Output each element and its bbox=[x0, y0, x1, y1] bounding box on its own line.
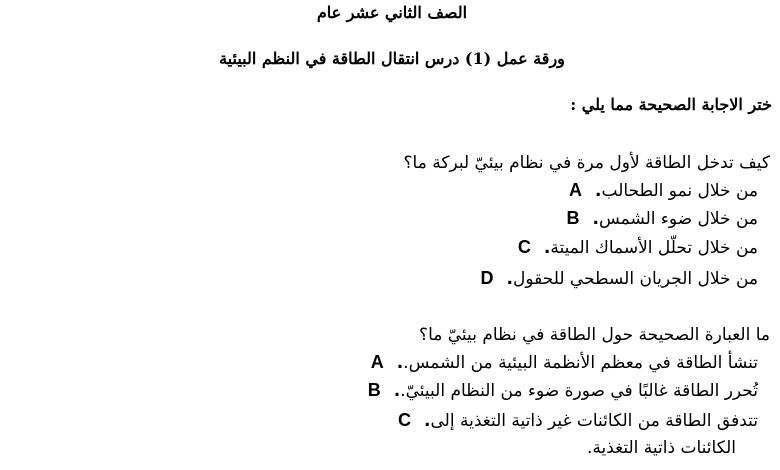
option-dot: . bbox=[543, 238, 551, 258]
option-letter: A bbox=[569, 180, 583, 200]
option-letter: B bbox=[367, 380, 381, 400]
option-text: تنشأ الطاقة في معظم الأنظمة البيئية من الشمس. bbox=[403, 353, 758, 373]
question-2-option-c-continuation: الكائنات ذاتية التغذية. bbox=[587, 438, 736, 458]
option-text: من خلال الجريان السطحي للحقول bbox=[513, 269, 758, 289]
option-dot: . bbox=[393, 381, 401, 401]
option-text: من خلال تحلّل الأسماك الميتة bbox=[550, 238, 758, 258]
option-letter: A bbox=[370, 352, 384, 372]
option-text: تتدفق الطاقة من الكائنات غير ذاتية التغذية إلى bbox=[430, 411, 758, 431]
question-1-option-c[interactable] bbox=[518, 235, 758, 260]
option-text: من خلال ضوء الشمس bbox=[598, 209, 758, 229]
option-dot: . bbox=[592, 209, 599, 229]
option-letter: C bbox=[517, 237, 531, 257]
question-1-option-d[interactable] bbox=[481, 266, 758, 291]
question-1-option-b[interactable] bbox=[566, 206, 758, 231]
question-2-text: ما العبارة الصحيحة حول الطاقة في نظام بيئيّ ما؟ bbox=[419, 325, 770, 345]
question-2-option-b[interactable] bbox=[368, 378, 758, 403]
question-1-option-a[interactable] bbox=[569, 178, 758, 203]
option-dot: . bbox=[396, 353, 404, 373]
worksheet-title: ورقة عمل (1) درس انتقال الطاقة في النظم البيئية bbox=[219, 49, 565, 68]
option-text: تُحرر الطاقة غالبًا في صورة ضوء من النظام البيئيّ. bbox=[400, 381, 758, 401]
question-2-option-c[interactable] bbox=[398, 408, 758, 433]
option-letter: B bbox=[566, 208, 580, 228]
question-1-text: كيف تدخل الطاقة لأول مرة في نظام بيئيّ لبركة ما؟ bbox=[403, 153, 770, 173]
option-dot: . bbox=[506, 269, 513, 289]
instruction-text: ختر الاجابة الصحيحة مما يلي : bbox=[570, 95, 772, 114]
option-letter: C bbox=[398, 410, 412, 430]
option-dot: . bbox=[424, 411, 431, 431]
grade-heading: الصف الثاني عشر عام bbox=[316, 3, 468, 22]
question-2-option-a[interactable] bbox=[371, 350, 758, 375]
option-dot: . bbox=[595, 181, 602, 201]
option-letter: D bbox=[480, 268, 494, 288]
option-text: من خلال نمو الطحالب bbox=[601, 181, 758, 201]
